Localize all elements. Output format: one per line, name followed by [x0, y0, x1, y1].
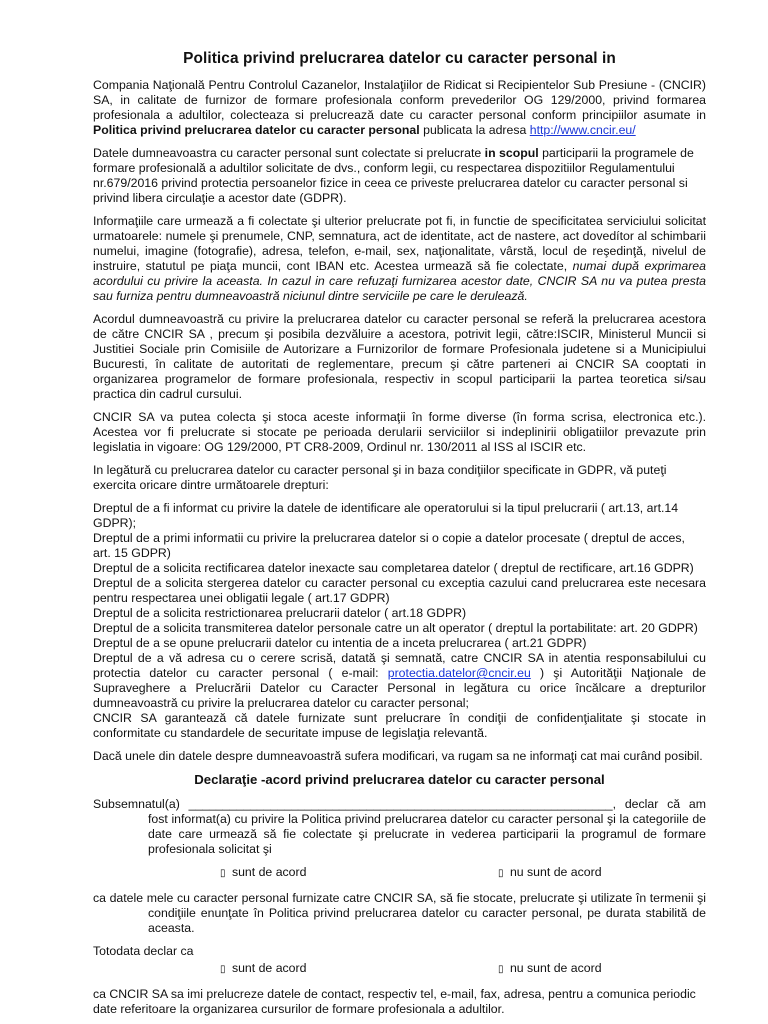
right-item: Dreptul de a solicita rectificarea datelor inexacte sau completarea datelor ( dreptul de rectificare, art.16 GDPR) — [93, 561, 694, 575]
checkbox-icon[interactable]: ▯ — [498, 868, 504, 879]
right-item: Dreptul de a solicita stergerea datelor cu caracter personal cu exceptia cazului cand prelucrarea este necesara pentru respectarea unei obligatii legale ( art.17 GDPR) — [93, 576, 706, 605]
dpo-email-link[interactable]: protectia.datelor@cncir.eu — [387, 666, 531, 680]
intro-text: Compania Naţională Pentru Controlul Cazanelor, Instalaţiilor de Ridicat si Recipientelor Sub Presiune - (CNCIR) SA, in calitate de furnizor de formare profesionala conform prevederilor OG 129/2000, privind formarea profesionala a adultilor, colecteaza si prelucrează date cu caracter personal conform principiilor asumate in — [93, 78, 706, 122]
agree-option-2[interactable] — [220, 961, 498, 977]
right-item: Dreptul de a solicita restrictionarea prelucrarii datelor ( art.18 GDPR) — [93, 606, 467, 620]
agree-option-1[interactable] — [220, 865, 498, 881]
purpose-bold: in scopul — [484, 146, 539, 160]
complaint-text-a: Dreptul de a vă adresa cu o cerere scrisă, datată şi semnată, catre CNCIR SA in atentia responsabilului cu protectia datelor cu caracter personal ( e-mail: — [93, 651, 706, 680]
intro-after: publicata la adresa — [419, 123, 530, 137]
right-item: Dreptul de a primi informatii cu privire la prelucrarea datelor si o copie a datelor procesate ( dreptul de acces, art. 15 GDPR) — [93, 531, 685, 560]
storage-paragraph: CNCIR SA va putea colecta şi stoca aceste informaţii în forme diverse (în forma scrisa, electronica etc.). Acestea vor fi prelucrate si stocate pe perioada derularii serviciilor si indeplinirii obligatiilor prevazute prin legislatia in vigoare: OG 129/2000, PT CR8-2009, Ordinul nr. 130/2011 al ISS al ISCIR etc. — [93, 410, 706, 454]
purpose-paragraph — [93, 146, 706, 206]
declaration-title: Declaraţie -acord privind prelucrarea datelor cu caracter personal — [194, 772, 605, 787]
disagree-option-1[interactable] — [498, 865, 602, 881]
checkbox-icon[interactable]: ▯ — [498, 964, 504, 975]
right-item-complaint — [93, 651, 706, 711]
collected-info-paragraph — [93, 214, 706, 304]
subsemnatul-paragraph: Subsemnatul(a) ______________________________________________________________, declar că am fost informat(a) cu privire la Politica privind prelucrarea datelor cu caracter personal şi la categoriile de date care urmează să fie colectate şi prelucrate in vederea participarii la programul de formare profesionala solicitat şi — [93, 797, 706, 856]
page-title: Politica privind prelucrarea datelor cu caracter personal in — [183, 50, 616, 67]
consent-choice-group-2 — [93, 961, 706, 977]
storage-consent-paragraph: ca datele mele cu caracter personal furnizate catre CNCIR SA, să fie stocate, prelucrate şi utilizate în termenii şi condiţiile enunţate în Politica privind prelucrarea datelor cu caracter personal, pe durata stabilită de aceasta. — [93, 891, 706, 935]
guarantee-text: CNCIR SA garantează că datele furnizate sunt prelucrare în condiţii de confidenţialitate şi stocate in conformitate cu standardele de securitate impuse de legislaţia relevantă. — [93, 711, 706, 740]
disagree-label: nu sunt de acord — [509, 865, 602, 879]
totodata-label: Totodata declar ca — [93, 944, 194, 958]
rights-list — [93, 501, 706, 741]
agree-label: sunt de acord — [231, 865, 307, 879]
intro-paragraph — [93, 78, 706, 138]
purpose-text-b: participarii la programele de formare profesională a adultilor solicitate de dvs., conform legii, cu respectarea dispozitiilor Regulamentului nr.679/2016 privind protectia persoanelor fizice in ceea ce priveste prelucrarea datelor cu caracter personal si privind libera circulaţie a acestor date (GDPR). — [93, 146, 694, 205]
collected-info-text: Informaţiile care urmează a fi colectate şi ulterior prelucrate pot fi, in functie de specificitatea serviciului solicitat urmatoarele: numele şi prenumele, CNP, semnatura, act de identitate, act de nastere, act dovedítor al schimbarii numelui, imagine (fotografie), adresa, telefon, e-mail, sex, naţionalitate, vârstă, locul de reşedinţă, nivelul de instruire, statutul pe piaţa muncii, cont IBAN etc. Acestea urmează să fie colectate, — [93, 214, 706, 273]
purpose-text-a: Datele dumneavoastra cu caracter personal sunt colectate si prelucrate — [93, 146, 485, 160]
right-item: Dreptul de a se opune prelucrarii datelor cu intentia de a inceta prelucrarea ( art.21 GDPR) — [93, 636, 587, 650]
checkbox-icon[interactable]: ▯ — [220, 964, 226, 975]
policy-title-bold: Politica privind prelucrarea datelor cu caracter personal — [93, 123, 420, 137]
complaint-text-b: ) şi Autorităţii Naţionale de Supraveghere a Prelucrării Datelor cu Caracter Personal in legătura cu orice încălcare a drepturilor dumneavoastră cu privire la prelucrarea datelor cu caracter personal; — [93, 666, 706, 710]
consent-choice-group-1 — [93, 865, 706, 881]
consent-scope-paragraph: Acordul dumneavoastră cu privire la prelucrarea datelor cu caracter personal se referă la prelucrarea acestora de către CNCIR SA , precum şi posibila dezvăluire a acestora, potrivit legii, către:ISCIR, Ministerul Muncii si Justitiei Sociale prin Comisiile de Autorizare a Furnizorilor de formare Profesionala judetene si a Municipiului Bucuresti, în calitate de autoritati de reglementare, precum şi către parteneri ai CNCIR SA cooptati in organizarea programelor de formare profesionala, respectiv in scopul participarii la partea teoretica si/sau practica din cadrul cursului. — [93, 312, 706, 401]
checkbox-icon[interactable]: ▯ — [220, 868, 226, 879]
disagree-option-2[interactable] — [498, 961, 602, 977]
rights-intro-paragraph: In legătură cu prelucrarea datelor cu caracter personal şi in baza condiţiilor specificate in GDPR, vă puteţi exercita oricare dintre următoarele drepturi: — [93, 463, 667, 492]
disagree-label: nu sunt de acord — [509, 961, 602, 975]
changes-paragraph: Dacă unele din datele despre dumneavoastră sufera modificari, va rugam sa ne informaţi cat mai curând posibil. — [93, 749, 703, 763]
agree-label: sunt de acord — [231, 961, 307, 975]
collected-info-italic: numai după exprimarea acordului cu privire la aceasta. In cazul in care refuzaţi furnizarea acestor date, CNCIR SA nu va putea presta sau furniza pentru dumneavoastră niciunul dintre serviciile pe care le derulează. — [93, 259, 706, 303]
contact-consent-paragraph: ca CNCIR SA sa imi prelucreze datele de contact, respectiv tel, e-mail, fax, adresa, pentru a comunica periodic date referitoare la organizarea cursurilor de formare profesionala a adultilor. — [93, 987, 696, 1016]
right-item: Dreptul de a solicita transmiterea datelor personale catre un alt operator ( dreptul la portabilitate: art. 20 GDPR) — [93, 621, 698, 635]
policy-link[interactable]: http://www.cncir.eu/ — [529, 123, 636, 137]
right-item: Dreptul de a fi informat cu privire la datele de identificare ale operatorului si la tipul prelucrarii ( art.13, art.14 GDPR); — [93, 501, 679, 530]
